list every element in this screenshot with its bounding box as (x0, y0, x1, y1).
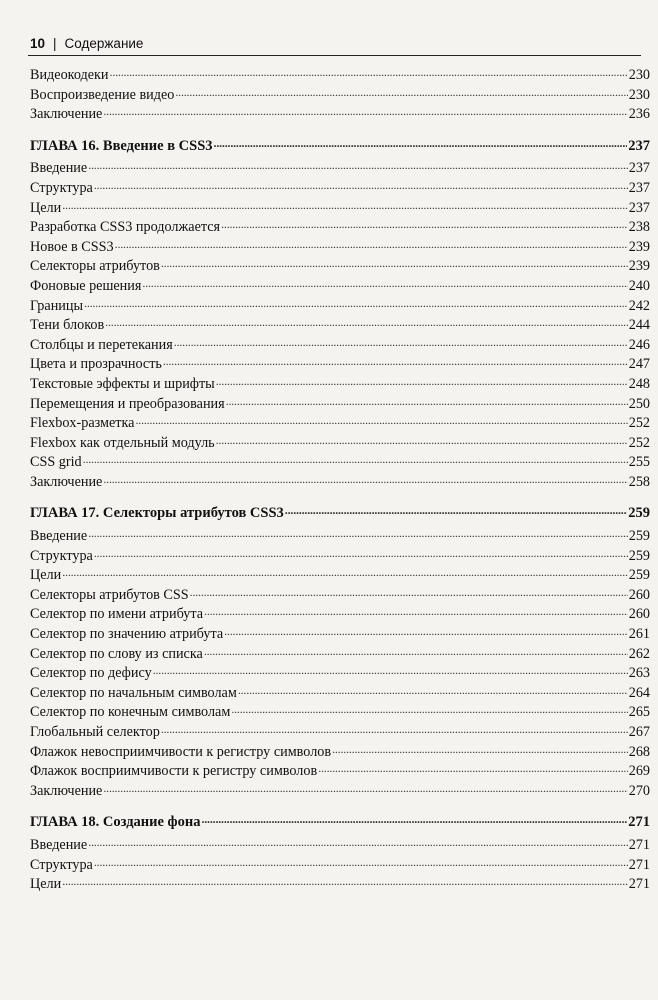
dot-leader (221, 215, 628, 235)
toc-entry-page: 271 (628, 876, 650, 893)
dot-leader (216, 431, 628, 451)
toc-chapter-16 (30, 137, 650, 157)
dot-leader (332, 740, 628, 760)
dot-leader (94, 544, 628, 564)
toc-entry (30, 875, 650, 895)
toc-entry-page: 267 (628, 724, 650, 740)
toc-entry-title: Введение (30, 836, 88, 853)
toc-entry-page: 236 (628, 106, 650, 123)
toc-entry-page: 265 (628, 704, 650, 721)
dot-leader (224, 622, 628, 642)
dot-leader (62, 196, 628, 216)
toc-entry-page: 259 (628, 547, 650, 564)
toc-entry-page: 268 (628, 743, 650, 760)
dot-leader (231, 700, 627, 720)
toc-entry (30, 782, 650, 802)
toc-entry-title: Разработка CSS3 продолжается (30, 219, 221, 236)
toc-entry-page: 259 (628, 567, 650, 584)
dot-leader (103, 779, 627, 799)
toc-entry-page: 248 (628, 375, 650, 392)
toc-entry-title: Селектор по слову из списка (30, 645, 203, 662)
toc-entry-page: 242 (628, 297, 650, 314)
toc-entry (30, 473, 650, 493)
toc-entry-page: 255 (628, 454, 650, 471)
toc-entry-page: 246 (628, 336, 650, 353)
toc-entry-title: Флажок восприимчивости к регистру символов (30, 763, 318, 780)
toc-entry-page: 260 (628, 586, 650, 603)
toc-entry-page: 247 (628, 356, 650, 373)
toc-entry-title: Селектор по начальным символам (30, 684, 237, 701)
toc-entry-title: Цели (30, 567, 62, 584)
toc-entry-title: Текстовые эффекты и шрифты (30, 375, 215, 392)
dot-leader (88, 156, 628, 176)
toc-entry-title: Цели (30, 199, 62, 216)
toc-entry-title: Flexbox-разметка (30, 415, 135, 432)
header-rule (28, 55, 641, 56)
toc-entry-page: 264 (628, 684, 650, 701)
dot-leader (190, 583, 628, 603)
dot-leader (216, 372, 628, 392)
toc-chapter-17 (30, 504, 650, 524)
toc-entry-title: Глобальный селектор (30, 724, 160, 740)
table-of-contents (30, 66, 650, 895)
dot-leader (174, 333, 628, 353)
toc-entry-title: Селекторы атрибутов CSS (30, 586, 189, 603)
toc-entry-title: CSS grid (30, 454, 82, 471)
dot-leader (88, 833, 628, 853)
toc-entry-page: 239 (628, 238, 650, 255)
dot-leader (84, 294, 628, 314)
toc-entry-title: Перемещения и преобразования (30, 395, 225, 412)
toc-entry-page: 237 (628, 179, 650, 196)
dot-leader (62, 563, 628, 583)
toc-entry-page: 230 (628, 67, 650, 83)
toc-entry-page: 238 (628, 219, 650, 236)
toc-entry-title: Воспроизведение видео (30, 86, 175, 103)
chapter-title: ГЛАВА 16. Введение в CSS3 (30, 137, 213, 154)
toc-entry-title: Видеокодеки (30, 67, 109, 83)
toc-entry-title: Заключение (30, 106, 103, 123)
dot-leader (105, 313, 628, 333)
header-separator: | (53, 36, 57, 51)
dot-leader (201, 810, 627, 830)
dot-leader (83, 450, 628, 470)
toc-entry-page: 270 (628, 782, 650, 799)
dot-leader (285, 501, 627, 521)
toc-entry-title: Селектор по дефису (30, 665, 152, 682)
toc-entry-page: 230 (628, 86, 650, 103)
toc-entry-title: Селектор по имени атрибута (30, 606, 204, 623)
dot-leader (214, 134, 628, 154)
dot-leader (142, 274, 627, 294)
dot-leader (103, 470, 627, 490)
dot-leader (88, 524, 628, 544)
page-number: 10 (30, 36, 46, 51)
toc-entry-page: 244 (628, 317, 650, 334)
toc-entry-page: 237 (628, 160, 650, 177)
dot-leader (62, 872, 628, 892)
toc-entry-title: Структура (30, 856, 93, 873)
toc-entry-title: Структура (30, 179, 93, 196)
toc-entry-title: Столбцы и перетекания (30, 336, 173, 353)
toc-chapter-18 (30, 813, 650, 833)
toc-entry-page: 271 (628, 836, 650, 853)
toc-entry-page: 260 (628, 606, 650, 623)
dot-leader (204, 642, 628, 662)
dot-leader (163, 352, 628, 372)
toc-entry-title: Введение (30, 160, 88, 177)
toc-entry-page: 239 (628, 258, 650, 275)
dot-leader (175, 83, 627, 103)
toc-entry-page: 258 (628, 473, 650, 490)
toc-entry-page: 240 (628, 277, 650, 294)
dot-leader (135, 411, 627, 431)
chapter-title: ГЛАВА 18. Создание фона (30, 814, 201, 831)
dot-leader (153, 661, 628, 681)
header-title: Содержание (64, 36, 144, 51)
toc-entry-title: Границы (30, 297, 84, 314)
dot-leader (226, 392, 628, 412)
toc-entry-page: 259 (628, 528, 650, 545)
dot-leader (161, 254, 628, 274)
dot-leader (318, 759, 628, 779)
dot-leader (204, 602, 628, 622)
dot-leader (115, 235, 628, 255)
toc-entry-page: 269 (628, 763, 650, 780)
toc-entry-title: Тени блоков (30, 317, 105, 334)
toc-entry-page: 252 (628, 434, 650, 451)
toc-entry (30, 105, 650, 125)
toc-entry-title: Заключение (30, 473, 103, 490)
toc-entry-title: Структура (30, 547, 93, 564)
toc-entry-title: Селекторы атрибутов (30, 258, 160, 275)
toc-entry-title: Цели (30, 876, 62, 893)
dot-leader (238, 681, 628, 701)
toc-entry-page: 252 (628, 415, 650, 432)
chapter-page: 271 (628, 814, 650, 831)
toc-entry-title: Введение (30, 528, 88, 545)
page-header (30, 36, 640, 52)
chapter-page: 237 (628, 137, 650, 154)
toc-entry-title: Флажок невосприимчивости к регистру символов (30, 743, 332, 760)
toc-entry-title: Фоновые решения (30, 277, 142, 294)
dot-leader (103, 102, 627, 122)
chapter-page: 259 (628, 505, 650, 522)
toc-entry-title: Новое в CSS3 (30, 238, 114, 255)
toc-entry-title: Селектор по значению атрибута (30, 626, 224, 643)
dot-leader (94, 853, 628, 873)
toc-entry-title: Цвета и прозрачность (30, 356, 162, 373)
dot-leader (94, 176, 628, 196)
toc-entry-page: 263 (628, 665, 650, 682)
dot-leader (110, 63, 628, 83)
dot-leader (161, 720, 628, 740)
toc-entry-title: Селектор по конечным символам (30, 704, 231, 721)
toc-entry-title: Заключение (30, 782, 103, 799)
toc-entry-page: 271 (628, 856, 650, 873)
toc-entry-page: 237 (628, 199, 650, 216)
chapter-title: ГЛАВА 17. Селекторы атрибутов CSS3 (30, 505, 284, 522)
toc-entry-page: 261 (628, 626, 650, 643)
toc-entry-page: 262 (628, 645, 650, 662)
toc-entry-title: Flexbox как отдельный модуль (30, 434, 215, 451)
toc-entry-page: 250 (628, 395, 650, 412)
